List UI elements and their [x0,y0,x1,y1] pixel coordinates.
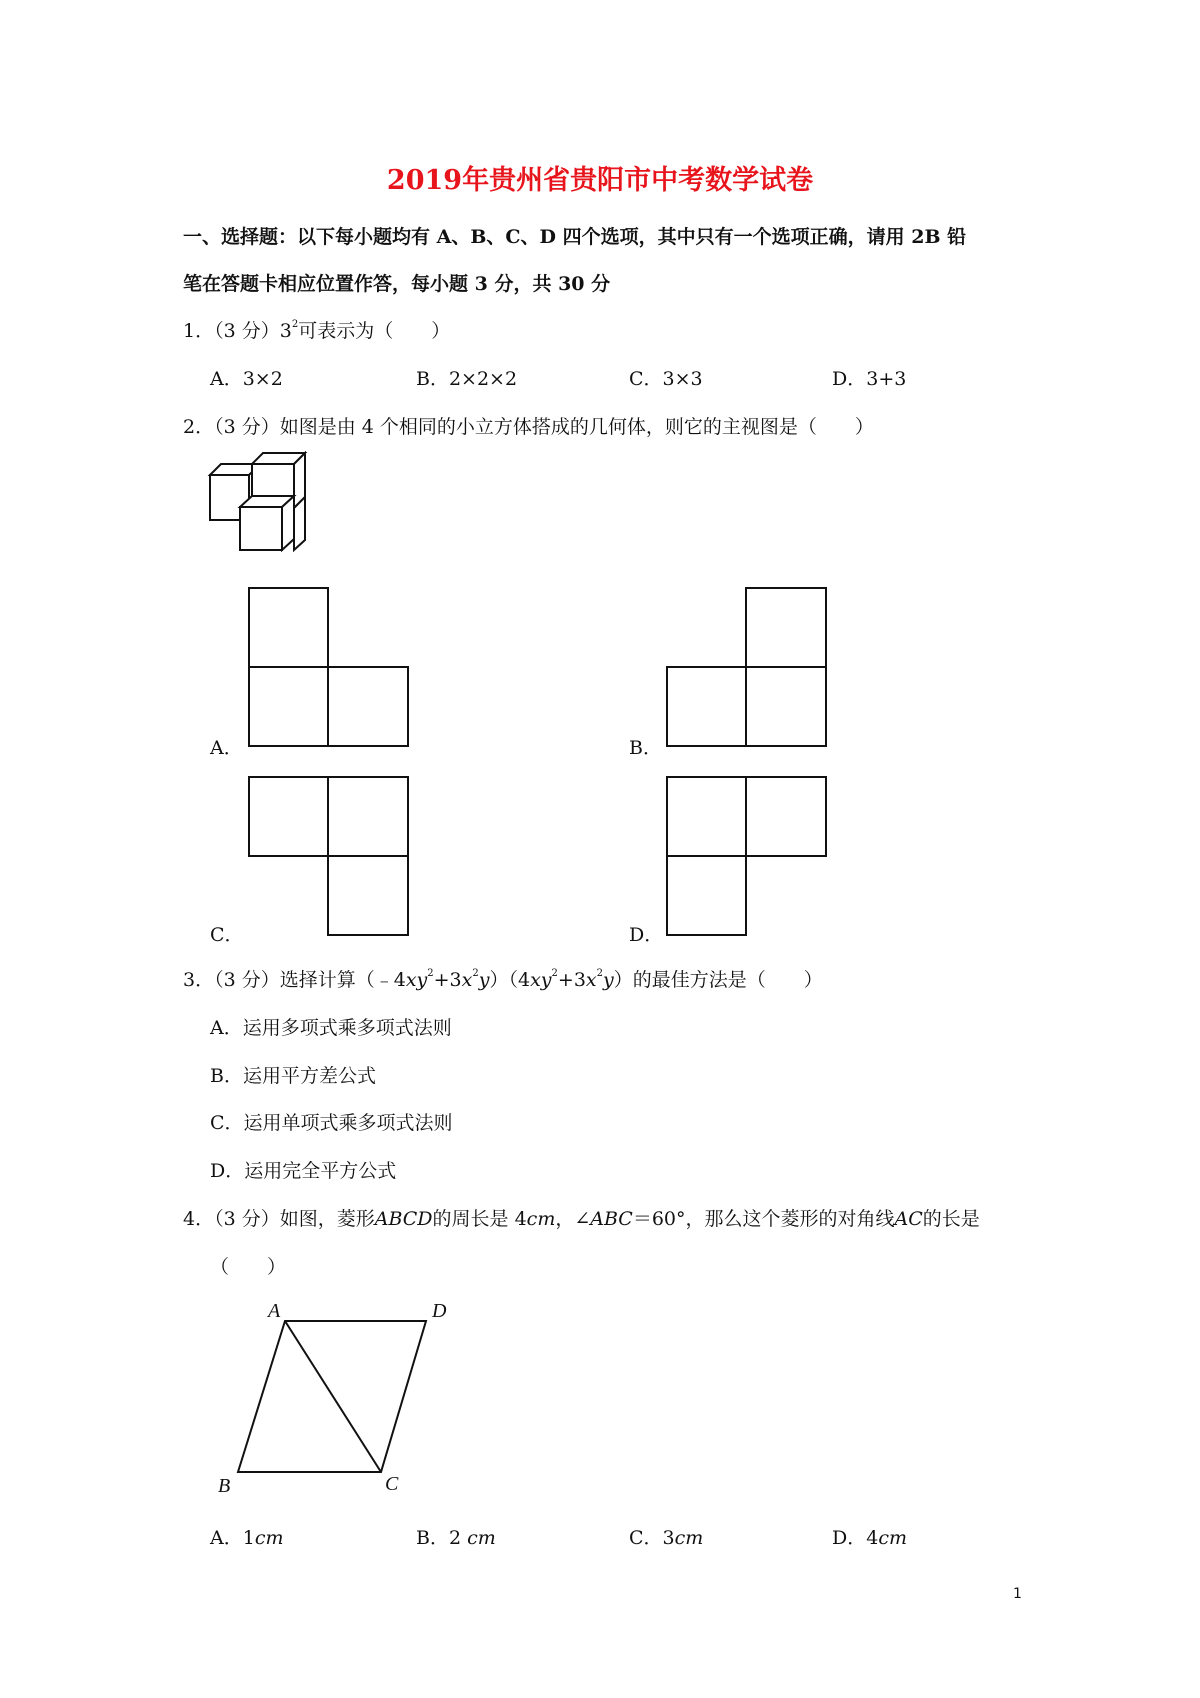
section-heading-line1: 一、选择题：以下每小题均有 A、B、C、D 四个选项，其中只有一个选项正确，请用 2B 铅 [183,226,967,248]
vertex-label-d: D [432,1300,447,1322]
q3-option-d: D．运用完全平方公式 [210,1160,397,1182]
q3-var-5: x [585,969,597,991]
vertex-label-b: B [218,1475,231,1497]
q2-option-b-figure [666,587,828,749]
q4-option-a-unit: cm [254,1527,284,1549]
q2-option-d-label: D． [629,924,664,946]
question-1 [183,316,450,343]
q1-option-b: B．2×2×2 [416,368,518,390]
q3-exp-3: 2 [551,968,558,979]
q3-var-1: xy [405,969,428,991]
q3-text-2: +3 [433,969,462,991]
q2-option-a-label: A． [210,737,243,759]
rhombus-figure [210,1300,470,1500]
q3-var-4: xy [530,969,552,991]
vertex-label-a: A [268,1300,281,1322]
page-title: 2019年贵州省贵阳市中考数学试卷 [386,165,814,196]
q2-option-c-figure [248,776,410,938]
q3-exp-2: 2 [472,968,479,979]
q4-option-b-label: B．2 [416,1527,468,1549]
question-2: 2．（3 分）如图是由 4 个相同的小立方体搭成的几何体，则它的主视图是（ ） [183,416,874,438]
page-number: 1 [1013,1586,1022,1602]
q1-option-d: D．3+3 [832,368,907,390]
q3-text-3: ）（4 [489,969,531,991]
q3-exp-1: 2 [427,968,434,979]
q1-prefix: 1．（3 分）3 [183,320,292,342]
q2-option-d-figure [666,776,828,938]
q4-text-1: 4．（3 分）如图，菱形 [183,1208,375,1230]
q3-option-b: B．运用平方差公式 [210,1065,376,1087]
q3-var-2: x [461,969,473,991]
vertex-label-c: C [385,1473,399,1495]
q4-option-c [629,1523,703,1550]
q4-text-5: 的长是 [922,1208,980,1230]
q3-text-5: ）的最佳方法是（ ） [613,969,823,991]
q1-option-a: A．3×2 [210,368,283,390]
q3-exp-4: 2 [596,968,604,979]
q1-suffix: 可表示为（ ） [298,320,451,342]
rhombus-diagonal-ac [285,1321,381,1472]
q4-option-d-label: D．4 [832,1527,879,1549]
q1-option-c: C．3×3 [629,368,703,390]
q4-text-3: ，∠ [555,1208,591,1230]
q4-var-abcd: ABCD [374,1208,433,1230]
q4-option-c-unit: cm [674,1527,704,1549]
q4-option-a [210,1523,283,1550]
q4-text-4: ＝60°，那么这个菱形的对角线 [632,1208,895,1230]
q4-answer-blank: （ ） [210,1256,287,1278]
q3-text-4: +3 [557,969,586,991]
q4-option-d [832,1523,907,1550]
section-heading-line2: 笔在答题卡相应位置作答，每小题 3 分，共 30 分 [183,273,611,295]
question-4 [183,1204,980,1231]
q2-option-a-figure [248,587,410,749]
q4-text-2: 的周长是 4 [432,1208,527,1230]
q3-text-1: 3．（3 分）选择计算（﹣4 [183,969,406,991]
q3-option-a: A．运用多项式乘多项式法则 [210,1017,452,1039]
cube-solid-figure [205,447,325,567]
q4-option-c-label: C．3 [629,1527,675,1549]
q4-var-ac: AC [894,1208,923,1230]
question-3 [183,965,823,992]
q2-option-c-label: C． [210,924,244,946]
q4-option-a-label: A．1 [210,1527,255,1549]
q3-option-c: C．运用单项式乘多项式法则 [210,1112,453,1134]
q4-option-b [416,1523,496,1550]
q4-option-d-unit: cm [878,1527,907,1549]
q4-var-abc: ABC [590,1208,633,1230]
q1-exponent: 2 [291,319,299,330]
q4-unit-cm: cm [526,1208,556,1230]
q2-option-b-label: B． [629,737,662,759]
q4-option-b-unit: cm [467,1527,496,1549]
q3-var-6: y [603,969,614,991]
q3-var-3: y [478,969,490,991]
